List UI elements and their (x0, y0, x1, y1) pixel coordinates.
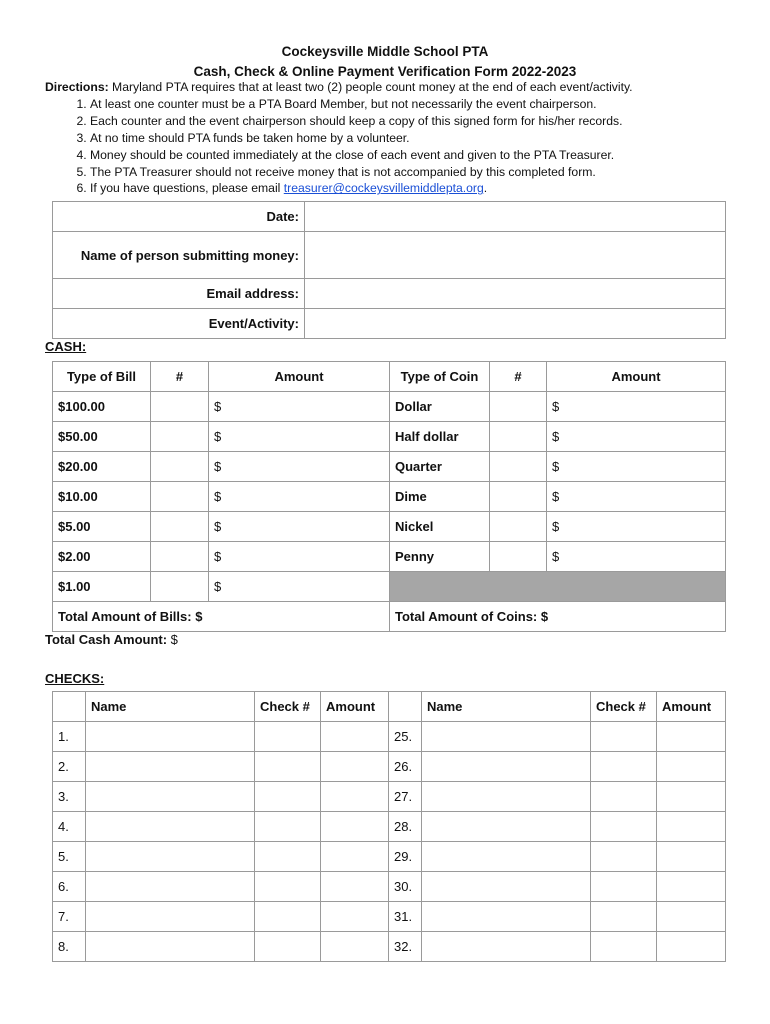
check-name-field[interactable] (422, 722, 591, 752)
bill-type: $10.00 (53, 482, 151, 512)
coin-count-field[interactable] (490, 482, 547, 512)
check-line-number: 26. (389, 752, 422, 782)
check-line-number: 1. (53, 722, 86, 752)
check-line-number: 5. (53, 842, 86, 872)
check-amount-field[interactable] (657, 782, 726, 812)
check-number-header (53, 692, 86, 722)
check-amount-field[interactable] (321, 812, 389, 842)
check-name-field[interactable] (86, 842, 255, 872)
check-line-number: 27. (389, 782, 422, 812)
form-subtitle: Cash, Check & Online Payment Verification Form 2022-2023 (193, 64, 577, 79)
coin-type: Dime (390, 482, 490, 512)
form-title: Cockeysville Middle School PTA (281, 44, 489, 59)
check-no-field[interactable] (255, 812, 321, 842)
coin-type: Quarter (390, 452, 490, 482)
check-name-header: Name (422, 692, 591, 722)
check-no-field[interactable] (591, 842, 657, 872)
check-no-field[interactable] (591, 902, 657, 932)
check-name-field[interactable] (422, 872, 591, 902)
directions-list (45, 96, 745, 197)
check-no-field[interactable] (255, 932, 321, 962)
direction-item: 3. At no time should PTA funds be taken home by a volunteer. (90, 130, 745, 147)
coin-amount-field[interactable]: $ (547, 482, 726, 512)
check-line-number: 7. (53, 902, 86, 932)
total-bills-field[interactable]: Total Amount of Bills: $ (53, 602, 390, 632)
coin-type: Dollar (390, 392, 490, 422)
coin-count-field[interactable] (490, 542, 547, 572)
event-label: Event/Activity: (53, 309, 305, 339)
coin-type: Penny (390, 542, 490, 572)
coin-amount-field[interactable]: $ (547, 512, 726, 542)
bill-count-field[interactable] (151, 422, 209, 452)
check-name-field[interactable] (86, 902, 255, 932)
check-amount-field[interactable] (321, 872, 389, 902)
check-row (53, 932, 726, 962)
total-cash-amount[interactable] (45, 632, 178, 647)
check-amount-field[interactable] (321, 782, 389, 812)
check-no-field[interactable] (255, 902, 321, 932)
directions-intro: Maryland PTA requires that at least two (2) people count money at the end of each event/activity. (108, 80, 633, 94)
check-amount-header: Amount (321, 692, 389, 722)
check-name-field[interactable] (86, 812, 255, 842)
check-line-number: 30. (389, 872, 422, 902)
email-field[interactable] (305, 279, 726, 309)
coin-type: Nickel (390, 512, 490, 542)
check-amount-field[interactable] (657, 722, 726, 752)
check-line-number: 31. (389, 902, 422, 932)
bill-type: $50.00 (53, 422, 151, 452)
coin-amount-field[interactable]: $ (547, 392, 726, 422)
coin-amount-header: Amount (547, 362, 726, 392)
check-amount-header: Amount (657, 692, 726, 722)
direction-item: 4. Money should be counted immediately at the close of each event and given to the PTA Treasurer. (90, 147, 745, 164)
event-field[interactable] (305, 309, 726, 339)
date-field[interactable] (305, 202, 726, 232)
bill-count-field[interactable] (151, 542, 209, 572)
bill-amount-field[interactable]: $ (209, 542, 390, 572)
direction-item-text: If you have questions, please email (90, 181, 284, 196)
total-cash-label: Total Cash Amount: (45, 632, 168, 647)
coin-type: Half dollar (390, 422, 490, 452)
bill-count-field[interactable] (151, 572, 209, 602)
check-no-field[interactable] (591, 812, 657, 842)
check-no-field[interactable] (591, 932, 657, 962)
check-name-field[interactable] (86, 872, 255, 902)
bill-amount-header: Amount (209, 362, 390, 392)
check-line-number: 28. (389, 812, 422, 842)
bill-type: $5.00 (53, 512, 151, 542)
checks-section-label: CHECKS: (45, 671, 105, 686)
bill-type: $1.00 (53, 572, 151, 602)
check-amount-field[interactable] (321, 752, 389, 782)
check-name-field[interactable] (422, 812, 591, 842)
check-no-field[interactable] (255, 872, 321, 902)
direction-item (90, 180, 745, 197)
bill-count-header: # (151, 362, 209, 392)
check-no-field[interactable] (255, 842, 321, 872)
check-line-number: 8. (53, 932, 86, 962)
coin-amount-field[interactable]: $ (547, 422, 726, 452)
check-name-field[interactable] (422, 932, 591, 962)
coin-count-field[interactable] (490, 392, 547, 422)
check-no-header: Check # (255, 692, 321, 722)
check-amount-field[interactable] (321, 932, 389, 962)
bill-count-field[interactable] (151, 482, 209, 512)
total-cash-symbol: $ (167, 632, 178, 647)
check-amount-field[interactable] (657, 842, 726, 872)
bill-amount-field[interactable]: $ (209, 452, 390, 482)
coin-amount-field[interactable]: $ (547, 542, 726, 572)
check-no-header: Check # (591, 692, 657, 722)
check-line-number: 2. (53, 752, 86, 782)
name-field[interactable] (305, 232, 726, 279)
check-name-field[interactable] (86, 932, 255, 962)
bill-amount-field[interactable]: $ (209, 572, 390, 602)
email-suffix: . (483, 181, 488, 196)
check-row (53, 722, 726, 752)
direction-item: 5. The PTA Treasurer should not receive money that is not accompanied by this completed form. (90, 164, 745, 181)
check-name-field[interactable] (422, 752, 591, 782)
check-amount-field[interactable] (657, 752, 726, 782)
check-amount-field[interactable] (657, 932, 726, 962)
check-amount-field[interactable] (321, 722, 389, 752)
check-row (53, 842, 726, 872)
cash-section-label: CASH: (45, 339, 87, 354)
email-label: Email address: (53, 279, 305, 309)
check-amount-field[interactable] (657, 872, 726, 902)
check-row (53, 872, 726, 902)
check-amount-field[interactable] (321, 902, 389, 932)
check-amount-field[interactable] (321, 842, 389, 872)
check-name-field[interactable] (422, 902, 591, 932)
cash-table (52, 361, 726, 632)
check-line-number: 6. (53, 872, 86, 902)
check-amount-field[interactable] (657, 902, 726, 932)
check-name-field[interactable] (422, 842, 591, 872)
bill-amount-field[interactable]: $ (209, 392, 390, 422)
checks-table (52, 691, 726, 962)
coin-count-field[interactable] (490, 452, 547, 482)
bill-type: $2.00 (53, 542, 151, 572)
check-row (53, 902, 726, 932)
check-name-field[interactable] (422, 782, 591, 812)
check-name-field[interactable] (86, 722, 255, 752)
direction-item: 2. Each counter and the event chairperson should keep a copy of this signed form for his/her records. (90, 113, 745, 130)
check-no-field[interactable] (255, 722, 321, 752)
check-amount-field[interactable] (657, 812, 726, 842)
check-row (53, 782, 726, 812)
check-row (53, 752, 726, 782)
check-name-field[interactable] (86, 782, 255, 812)
check-no-field[interactable] (591, 722, 657, 752)
info-table (52, 201, 726, 339)
check-line-number: 4. (53, 812, 86, 842)
check-no-field[interactable] (591, 782, 657, 812)
directions-label: Directions: (45, 80, 109, 94)
coin-count-field[interactable] (490, 512, 547, 542)
check-number-header (389, 692, 422, 722)
name-label: Name of person submitting money: (53, 232, 305, 279)
bill-count-field[interactable] (151, 452, 209, 482)
check-line-number: 29. (389, 842, 422, 872)
bill-type: $100.00 (53, 392, 151, 422)
bill-type: $20.00 (53, 452, 151, 482)
coin-amount-field[interactable]: $ (547, 452, 726, 482)
total-coins-field[interactable]: Total Amount of Coins: $ (390, 602, 726, 632)
bill-amount-field[interactable]: $ (209, 422, 390, 452)
shaded-empty-cell (390, 572, 726, 602)
check-line-number: 32. (389, 932, 422, 962)
directions (45, 79, 745, 197)
bill-count-field[interactable] (151, 512, 209, 542)
direction-item: 1. At least one counter must be a PTA Board Member, but not necessarily the event chairperson. (90, 96, 745, 113)
check-name-header: Name (86, 692, 255, 722)
check-name-field[interactable] (86, 752, 255, 782)
check-line-number: 3. (53, 782, 86, 812)
check-no-field[interactable] (255, 752, 321, 782)
treasurer-email-link[interactable]: treasurer@cockeysvillemiddlepta.org (283, 181, 484, 196)
bill-type-header: Type of Bill (53, 362, 151, 392)
date-label: Date: (53, 202, 305, 232)
coin-type-header: Type of Coin (390, 362, 490, 392)
bill-count-field[interactable] (151, 392, 209, 422)
coin-count-header: # (490, 362, 547, 392)
coin-count-field[interactable] (490, 422, 547, 452)
check-row (53, 812, 726, 842)
check-no-field[interactable] (255, 782, 321, 812)
check-line-number: 25. (389, 722, 422, 752)
check-no-field[interactable] (591, 752, 657, 782)
bill-amount-field[interactable]: $ (209, 512, 390, 542)
check-no-field[interactable] (591, 872, 657, 902)
bill-amount-field[interactable]: $ (209, 482, 390, 512)
